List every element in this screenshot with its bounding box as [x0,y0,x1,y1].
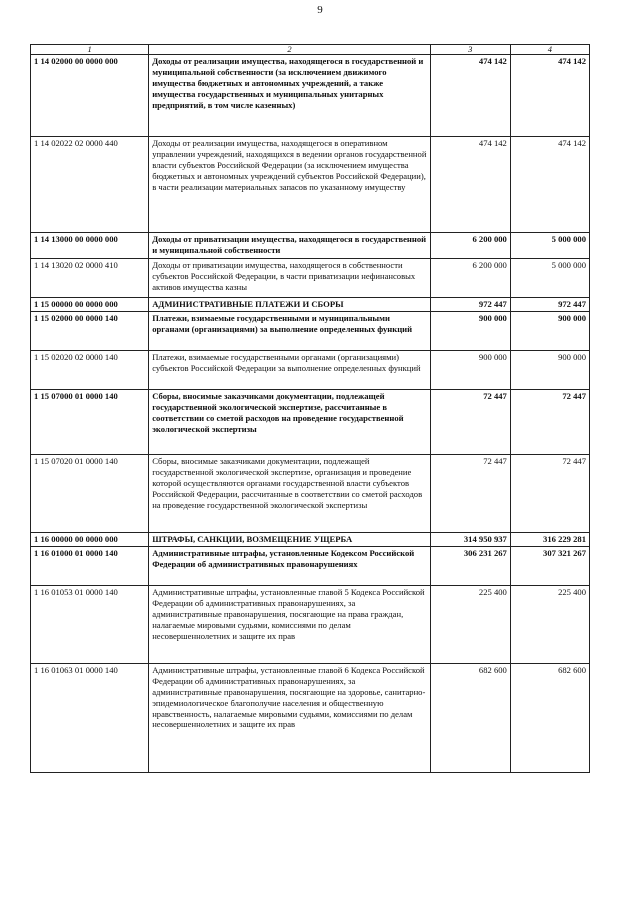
column-header-1: 1 [31,45,149,55]
budget-code: 1 14 02000 00 0000 000 [31,55,149,137]
budget-code: 1 16 01063 01 0000 140 [31,664,149,773]
amount-col3: 900 000 [430,351,510,390]
table-row [31,390,590,455]
amount-col3: 682 600 [430,664,510,773]
amount-col4: 900 000 [510,351,589,390]
table-row [31,664,590,773]
amount-col3: 306 231 267 [430,547,510,586]
table-row [31,455,590,533]
amount-col3: 900 000 [430,312,510,351]
budget-code: 1 15 02000 00 0000 140 [31,312,149,351]
amount-col4: 474 142 [510,55,589,137]
revenue-name: Доходы от приватизации имущества, находящегося в государственной и муниципальной собственности [149,233,431,259]
column-header-2: 2 [149,45,431,55]
column-header-3: 3 [430,45,510,55]
table-row [31,312,590,351]
table-row [31,533,590,547]
amount-col3: 225 400 [430,586,510,664]
amount-col3: 314 950 937 [430,533,510,547]
revenue-name: Доходы от приватизации имущества, находящегося в собственности субъектов Российской Федерации, в части приватизации нефинансовых активов имущества казны [149,259,431,298]
amount-col4: 307 321 267 [510,547,589,586]
budget-code: 1 15 07020 01 0000 140 [31,455,149,533]
amount-col4: 5 000 000 [510,233,589,259]
amount-col3: 6 200 000 [430,259,510,298]
column-number-header [31,45,590,55]
revenue-name: АДМИНИСТРАТИВНЫЕ ПЛАТЕЖИ И СБОРЫ [149,298,431,312]
amount-col3: 474 142 [430,55,510,137]
table-row [31,55,590,137]
amount-col4: 900 000 [510,312,589,351]
budget-code: 1 15 02020 02 0000 140 [31,351,149,390]
revenue-name: Сборы, вносимые заказчиками документации, подлежащей государственной экологической экспертизе, организация и проведение которой осуществляются органами государственной власти субъектов Российской Федерации, рассчитанные в соответствии со сметой расходов на проведение государственной экологической экспертизы [149,455,431,533]
budget-code: 1 16 00000 00 0000 000 [31,533,149,547]
budget-code: 1 15 00000 00 0000 000 [31,298,149,312]
table-row [31,298,590,312]
amount-col3: 72 447 [430,390,510,455]
amount-col3: 972 447 [430,298,510,312]
amount-col3: 72 447 [430,455,510,533]
amount-col4: 225 400 [510,586,589,664]
amount-col4: 72 447 [510,455,589,533]
table-row [31,233,590,259]
amount-col4: 5 000 000 [510,259,589,298]
budget-code: 1 16 01053 01 0000 140 [31,586,149,664]
page-number: 9 [317,4,323,16]
amount-col3: 474 142 [430,137,510,233]
amount-col4: 682 600 [510,664,589,773]
revenue-name: Административные штрафы, установленные главой 5 Кодекса Российской Федерации об административных правонарушениях, за административные правонарушения, посягающие на права граждан, налагаемые мировыми судьями, комиссиями по делам несовершеннолетних и защите их прав [149,586,431,664]
amount-col3: 6 200 000 [430,233,510,259]
budget-code: 1 14 02022 02 0000 440 [31,137,149,233]
revenue-name: Сборы, вносимые заказчиками документации, подлежащей государственной экологической экспертизе, рассчитанные в соответствии со сметой расходов на проведение государственной экологической экспертизы [149,390,431,455]
revenue-name: Доходы от реализации имущества, находящегося в государственной и муниципальной собственности (за исключением движимого имущества бюджетных и автономных учреждений, а также имущества государственных и муниципальных унитарных предприятий, в том числе казенных) [149,55,431,137]
budget-code: 1 15 07000 01 0000 140 [31,390,149,455]
revenue-name: Административные штрафы, установленные главой 6 Кодекса Российской Федерации об административных правонарушениях, за административные правонарушения, посягающие на здоровье, санитарно-эпидемиологическое благополучие населения и общественную нравственность, налагаемые мировыми судьями, комиссиями по делам несовершеннолетних и защите их прав [149,664,431,773]
revenue-name: Платежи, взимаемые государственными и муниципальными органами (организациями) за выполнение определенных функций [149,312,431,351]
revenue-name: Платежи, взимаемые государственными органами (организациями) субъектов Российской Федерации за выполнение определенных функций [149,351,431,390]
table-row [31,259,590,298]
amount-col4: 72 447 [510,390,589,455]
amount-col4: 316 229 281 [510,533,589,547]
column-header-4: 4 [510,45,589,55]
amount-col4: 474 142 [510,137,589,233]
revenue-name: Доходы от реализации имущества, находящегося в оперативном управлении учреждений, находящихся в ведении органов государственной власти субъектов Российской Федерации (за исключением имущества бюджетных и автономных учреждений субъектов Российской Федерации), в части реализации материальных запасов по указанному имуществу [149,137,431,233]
revenue-name: ШТРАФЫ, САНКЦИИ, ВОЗМЕЩЕНИЕ УЩЕРБА [149,533,431,547]
table-row [31,351,590,390]
table-row [31,547,590,586]
revenue-name: Административные штрафы, установленные Кодексом Российской Федерации об административных правонарушениях [149,547,431,586]
table-row [31,586,590,664]
budget-code: 1 14 13000 00 0000 000 [31,233,149,259]
budget-table [30,44,590,773]
amount-col4: 972 447 [510,298,589,312]
table-row [31,137,590,233]
budget-code: 1 16 01000 01 0000 140 [31,547,149,586]
budget-code: 1 14 13020 02 0000 410 [31,259,149,298]
